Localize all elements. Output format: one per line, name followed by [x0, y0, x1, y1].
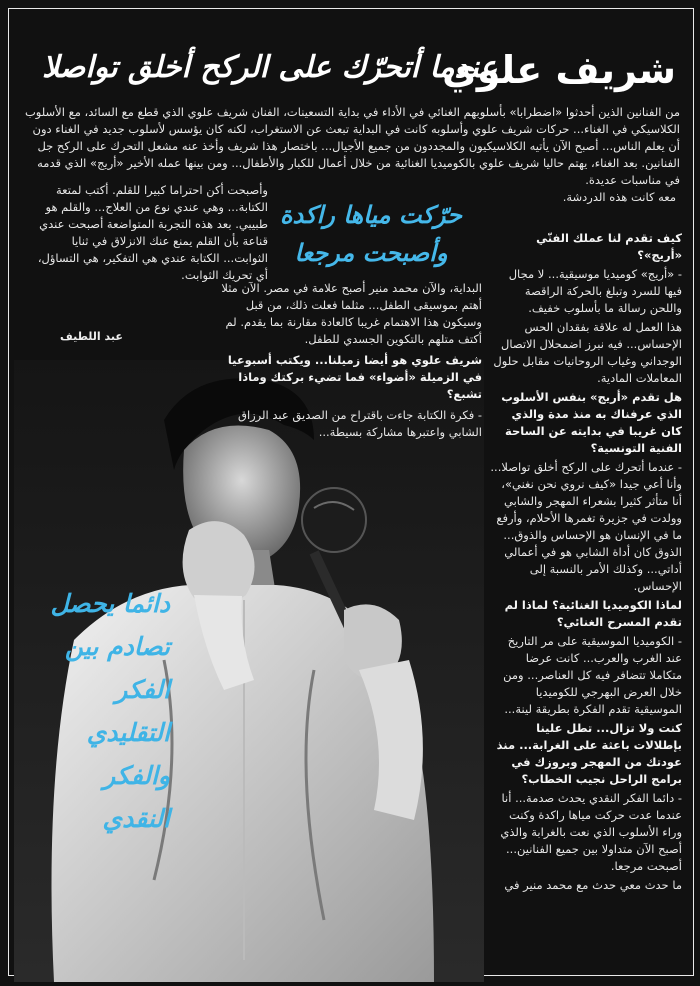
left-column-text: وأصبحت أكن احتراما كبيرا للقلم. أكتب لمتعة الكتابة... وهي عندي نوع من العلاج... والقلم هو طبيبي. بعد هذه التجربة المتواضعة أصبحت عندي قناعة بأن القلم يمنع عنك الانزلاق في ثنايا الثوابت... الكتابة عندي هي التفكير، هي التساؤل، أي تحريك الثوابت. [37, 183, 268, 282]
middle-answer-continued: البداية، والآن محمد منير أصبح علامة في مصر. الآن مثلا أهتم بموسيقى الطفل... مثلما فعلت ذلك، من قبل وسيكون هذا الاهتمام غريبا كالعادة مقارنة بما يقدم. لم أكتف متلهم بالتكوين الجسدي للطفل. [221, 281, 482, 346]
answer-2: - عندما أتحرك على الركح أخلق تواصلا... وأنا أعي جيدا «كيف نروي نحن نغني»، أنا متأثر كثيرا بشعراء المهجر والشابي وولدت في جزيرة تغمرها الأحلام، وأرفع ما في الإنسان هو الإحساس والذوق... الذوق كان أداة الشابي هو في أعمالي أداتي... وكذلك الأمر بالنسبة إلى الإحساس. [490, 460, 682, 593]
answer-3: - الكوميديا الموسيقية على مر التاريخ عند الغرب والعرب... كانت عرضا متكاملا تتضافر فيه كل العناصر... ومن خلال العرض البهرجي للكوميديا الموسيقية تقدم الفكرة بطريقة لينة... [503, 634, 682, 716]
question-4: كنت ولا تزال... تطل علينا بإطلالات باعثة على الغرابة... منذ عودتك من المهجر وبروزك في برامج الراحل نجيب الخطاب؟ [496, 721, 682, 786]
left-column [30, 182, 268, 284]
pull-quote-bottom-line3: الفكر [115, 675, 170, 704]
intro-paragraph: من الفنانين الذين أحدثوا «اضطرابا» بأسلوبهم الغنائي في الأداء في بداية التسعينات، الفنان شريف علوي الذي قطع مع السائد، مع الأسلوب الكلاسيكي في الغناء... حركات شريف علوي وأسلوبه كانت في البداية تبعث عن الاستغراب، لكنه كان يؤسس لأسلوب جديد في الغناء دون أن يعلم الناس... أصبح الآن يأتيه الكلاسيكيون والمجددون من جميع الأجيال... باختصار هذا شريف وأخذ عنه مشعل التحرك على الركح جل الفنانين. بعد الغناء، يهتم حاليا شريف علوي بالكوميديا الغنائية من خلال أعمال للكبار والأطفال... ومن بينها عمله الأخير «أريج» الذي قدمه في مناسبات عديدة. [24, 105, 680, 187]
question-3: لماذا الكوميديا الغنائية؟ لماذا لم تقدم المسرح الغنائي؟ [504, 598, 682, 629]
author-signature: عبد اللطيف [60, 330, 123, 343]
answer-4: - دائما الفكر النقدي يحدث صدمة... أنا عندما عدت حركت مياها راكدة وكنت وراء الأسلوب الذي نعت بالغرابة والذي أصبح الآن متداولا بين جميع الفنانين... أصبحت مرجعا. [500, 791, 682, 873]
pull-quote-top [262, 196, 480, 272]
answer-4b: ما حدث معي حدث مع محمد منير في [504, 878, 682, 892]
question-1: كيف تقدم لنا عملك الفنّي «أريج»؟ [536, 231, 682, 262]
pull-quote-bottom [30, 582, 170, 840]
pull-quote-bottom-line4: التقليدي [86, 718, 170, 747]
pull-quote-bottom-line2: تصادم بين [64, 632, 170, 661]
intro-signoff: معه كانت هذه الدردشة. [562, 190, 676, 204]
article-headline: عندما أتحرّك على الركح أخلق تواصلا [42, 50, 498, 85]
pull-quote-bottom-line6: النقدي [102, 804, 170, 833]
pull-quote-bottom-line1: دائما يحصل [50, 589, 170, 618]
middle-question: شريف علوي هو أيضا زميلنا... ويكتب أسبوعيا في الزميلة «أضواء» فما تضيء بركتك وماذا تشبع؟ [227, 353, 482, 401]
pull-quote-bottom-line5: والفكر [103, 761, 170, 790]
question-2: هل تقدم «أريج» بنفس الأسلوب الذي عرفناك به منذ مدة والذي كان غريبا في بدايته عن الساحة الفنية التونسية؟ [501, 390, 682, 455]
pull-quote-top-line2: وأصبحت مرجعا [294, 239, 448, 267]
pull-quote-top-line1: حرّكت مياها راكدة [279, 201, 462, 229]
answer-1: - «أريج» كوميديا موسيقية... لا مجال فيها للسرد وتبلغ بالحركة الراقصة واللحن رسالة ما بأسلوب خفيف. [508, 267, 682, 315]
answer-1b: هذا العمل له علاقة بفقدان الحس الإحساس... فيه نبرز اضمحلال الاتصال الوجداني وغياب الروحانيات مقابل حلول المعاملات المادية. [493, 320, 682, 385]
middle-column [220, 280, 482, 441]
middle-answer: - فكرة الكتابة جاءت باقتراح من الصديق عبد الرزاق الشابي واعتبرها مشاركة بسيطة... [238, 408, 482, 439]
artist-name-title: شريف علوي [442, 48, 676, 92]
right-column [490, 230, 682, 896]
